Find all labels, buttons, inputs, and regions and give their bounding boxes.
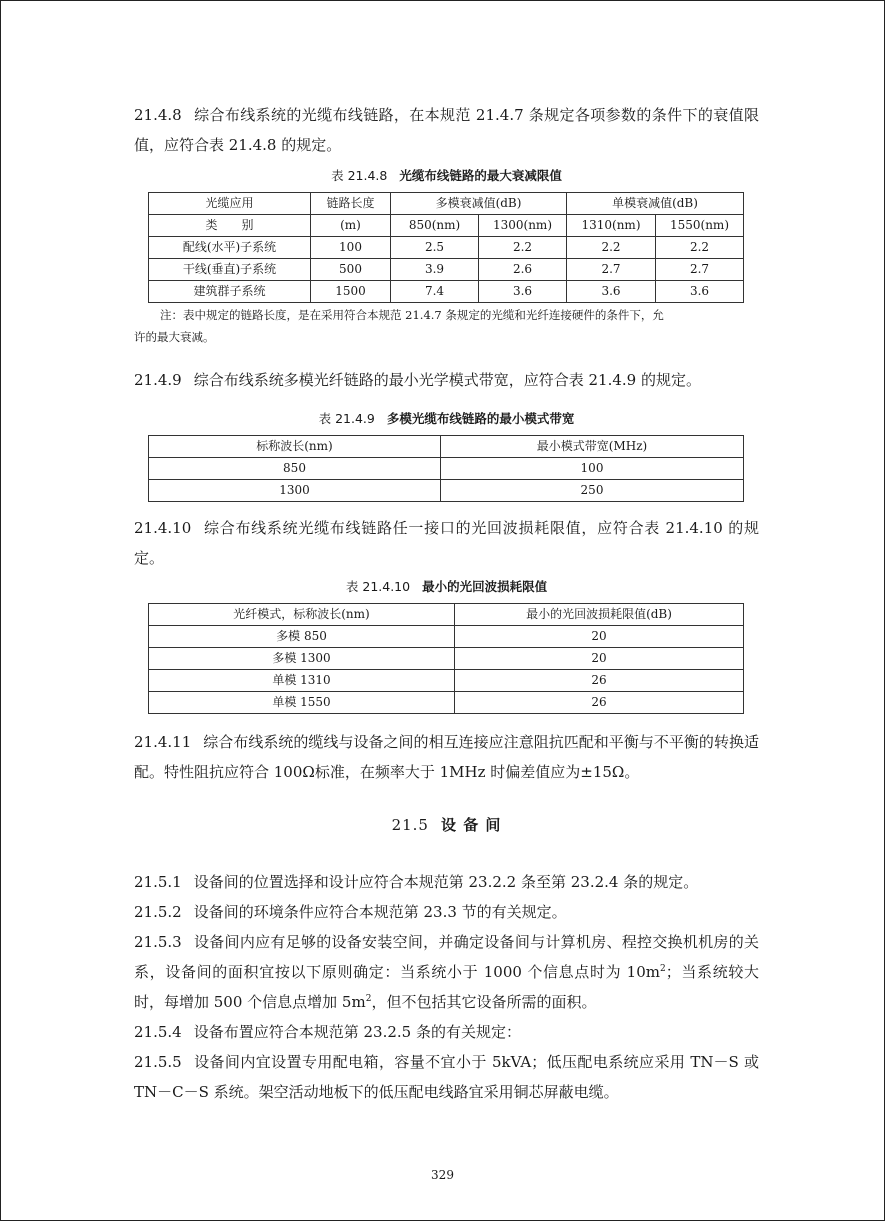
clause-text: 设备布置应符合本规范第 23.2.5 条的有关规定： [193, 1023, 521, 1041]
header-cell: 850(nm) [391, 215, 479, 237]
table-cell: 建筑群子系统 [149, 281, 311, 303]
clause-text: 综合布线系统的缆线与设备之间的相互连接应注意阻抗匹配和平衡与不平衡的转换适配。特性阻抗应符合 100Ω标准，在频率大于 1MHz 时偏差值应为±15Ω。 [134, 733, 759, 781]
header-cell: 最小的光回波损耗限值(dB) [455, 604, 744, 626]
table-cell: 2.2 [479, 237, 567, 259]
clause-number: 21.5.1 [134, 873, 182, 891]
return-loss-table [148, 603, 744, 714]
clause-21-5-5 [134, 1047, 759, 1107]
header-cell: 单模衰减值(dB) [567, 193, 744, 215]
table-header-row [149, 193, 744, 215]
header-cell: 链路长度 [311, 193, 391, 215]
table-cell: 2.2 [656, 237, 744, 259]
document-page [134, 0, 759, 1107]
superscript: 2 [660, 964, 666, 974]
clause-21-4-11 [134, 727, 759, 787]
table-row [149, 458, 744, 480]
table-title: 光缆布线链路的最大衰减限值 [399, 168, 562, 183]
clause-number: 21.5.4 [134, 1023, 182, 1041]
table-cell: 多模 850 [149, 626, 455, 648]
table-cell: 2.5 [391, 237, 479, 259]
header-cell: 光纤模式，标称波长(nm) [149, 604, 455, 626]
clause-number: 21.5.2 [134, 903, 182, 921]
clause-text: 综合布线系统多模光纤链路的最小光学模式带宽，应符合表 21.4.9 的规定。 [193, 371, 701, 389]
header-cell: 1550(nm) [656, 215, 744, 237]
table-note [134, 304, 759, 326]
table-cell: 单模 1310 [149, 670, 455, 692]
clause-text: 综合布线系统的光缆布线链路，在本规范 21.4.7 条规定各项参数的条件下的衰值限值，应符合表 21.4.8 的规定。 [134, 106, 759, 154]
table-number: 表 21.4.8 [331, 168, 388, 183]
table-cell: 100 [311, 237, 391, 259]
section-title: 设 备 间 [440, 816, 502, 834]
table-row [149, 480, 744, 502]
clause-21-5-3 [134, 927, 759, 1017]
table-cell: 26 [455, 670, 744, 692]
table-header-row [149, 604, 744, 626]
clause-21-4-10 [134, 513, 759, 573]
header-cell: 1310(nm) [567, 215, 656, 237]
table-cell: 2.2 [567, 237, 656, 259]
clause-number: 21.4.9 [134, 371, 182, 389]
table-row [149, 670, 744, 692]
table-cell: 1300 [149, 480, 441, 502]
page-number: 329 [431, 1168, 454, 1182]
clause-21-5-4 [134, 1017, 759, 1047]
clause-number: 21.5.3 [134, 933, 182, 951]
table-cell: 26 [455, 692, 744, 714]
table-cell: 单模 1550 [149, 692, 455, 714]
clause-text: ；当系统较大时，每增加 500 个信息点增加 5m [134, 963, 759, 1011]
clause-21-5-1 [134, 867, 759, 897]
table-row [149, 692, 744, 714]
clause-text: 设备间内应有足够的设备安装空间，并确定设备间与计算机房、程控交换机机房的关系，设备间的面积宜按以下原则确定：当系统小于 1000 个信息点时为 10m [134, 933, 759, 981]
table-cell: 20 [455, 626, 744, 648]
table-note-continued [134, 326, 759, 348]
table-header-row [149, 436, 744, 458]
table-row [149, 259, 744, 281]
table-caption [134, 577, 759, 595]
table-header-row [149, 215, 744, 237]
table-caption [134, 166, 759, 184]
clause-21-4-9 [134, 365, 759, 395]
clause-number: 21.5.5 [134, 1053, 182, 1071]
header-cell: (m) [311, 215, 391, 237]
table-row [149, 648, 744, 670]
table-cell: 1500 [311, 281, 391, 303]
clause-text: ，但不包括其它设备所需的面积。 [371, 993, 597, 1011]
header-cell: 最小模式带宽(MHz) [441, 436, 744, 458]
clause-21-4-8 [134, 100, 759, 160]
table-cell: 2.7 [567, 259, 656, 281]
clause-number: 21.4.11 [134, 733, 192, 751]
section-number: 21.5 [391, 816, 429, 834]
table-cell: 3.6 [656, 281, 744, 303]
clause-text: 设备间的环境条件应符合本规范第 23.3 节的有关规定。 [193, 903, 567, 921]
section-heading [134, 814, 759, 835]
table-title: 多模光缆布线链路的最小模式带宽 [386, 411, 575, 426]
table-row [149, 237, 744, 259]
attenuation-table [148, 192, 744, 303]
clause-text: 综合布线系统光缆布线链路任一接口的光回波损耗限值，应符合表 21.4.10 的规定。 [134, 519, 759, 567]
table-cell: 干线(垂直)子系统 [149, 259, 311, 281]
clause-text: 设备间内宜设置专用配电箱，容量不宜小于 5kVA；低压配电系统应采用 TN－S 或 TN－C－S 系统。架空活动地板下的低压配电线路宜采用铜芯屏蔽电缆。 [134, 1053, 759, 1101]
header-cell: 1300(nm) [479, 215, 567, 237]
table-note-line: 许的最大衰减。 [134, 330, 215, 344]
clause-number: 21.4.10 [134, 519, 192, 537]
table-cell: 3.9 [391, 259, 479, 281]
table-cell: 850 [149, 458, 441, 480]
table-cell: 多模 1300 [149, 648, 455, 670]
table-number: 表 21.4.10 [345, 579, 411, 594]
table-caption [134, 409, 759, 427]
table-cell: 2.7 [656, 259, 744, 281]
superscript: 2 [365, 994, 372, 1004]
table-cell: 250 [441, 480, 744, 502]
header-cell: 标称波长(nm) [149, 436, 441, 458]
table-cell: 3.6 [479, 281, 567, 303]
header-cell: 类 别 [149, 215, 311, 237]
clause-text: 设备间的位置选择和设计应符合本规范第 23.2.2 条至第 23.2.4 条的规定。 [193, 873, 699, 891]
table-cell: 20 [455, 648, 744, 670]
table-number: 表 21.4.9 [318, 411, 375, 426]
table-cell: 100 [441, 458, 744, 480]
clause-21-5-2 [134, 897, 759, 927]
table-cell: 2.6 [479, 259, 567, 281]
table-row [149, 281, 744, 303]
clause-number: 21.4.8 [134, 106, 182, 124]
table-title: 最小的光回波损耗限值 [422, 579, 548, 594]
table-row [149, 626, 744, 648]
table-cell: 500 [311, 259, 391, 281]
bandwidth-table [148, 435, 744, 502]
table-cell: 7.4 [391, 281, 479, 303]
header-cell: 多模衰减值(dB) [391, 193, 567, 215]
table-cell: 配线(水平)子系统 [149, 237, 311, 259]
table-note-line: 注：表中规定的链路长度，是在采用符合本规范 21.4.7 条规定的光缆和光纤连接硬件的条件下，允 [160, 308, 664, 322]
header-cell: 光缆应用 [149, 193, 311, 215]
table-cell: 3.6 [567, 281, 656, 303]
